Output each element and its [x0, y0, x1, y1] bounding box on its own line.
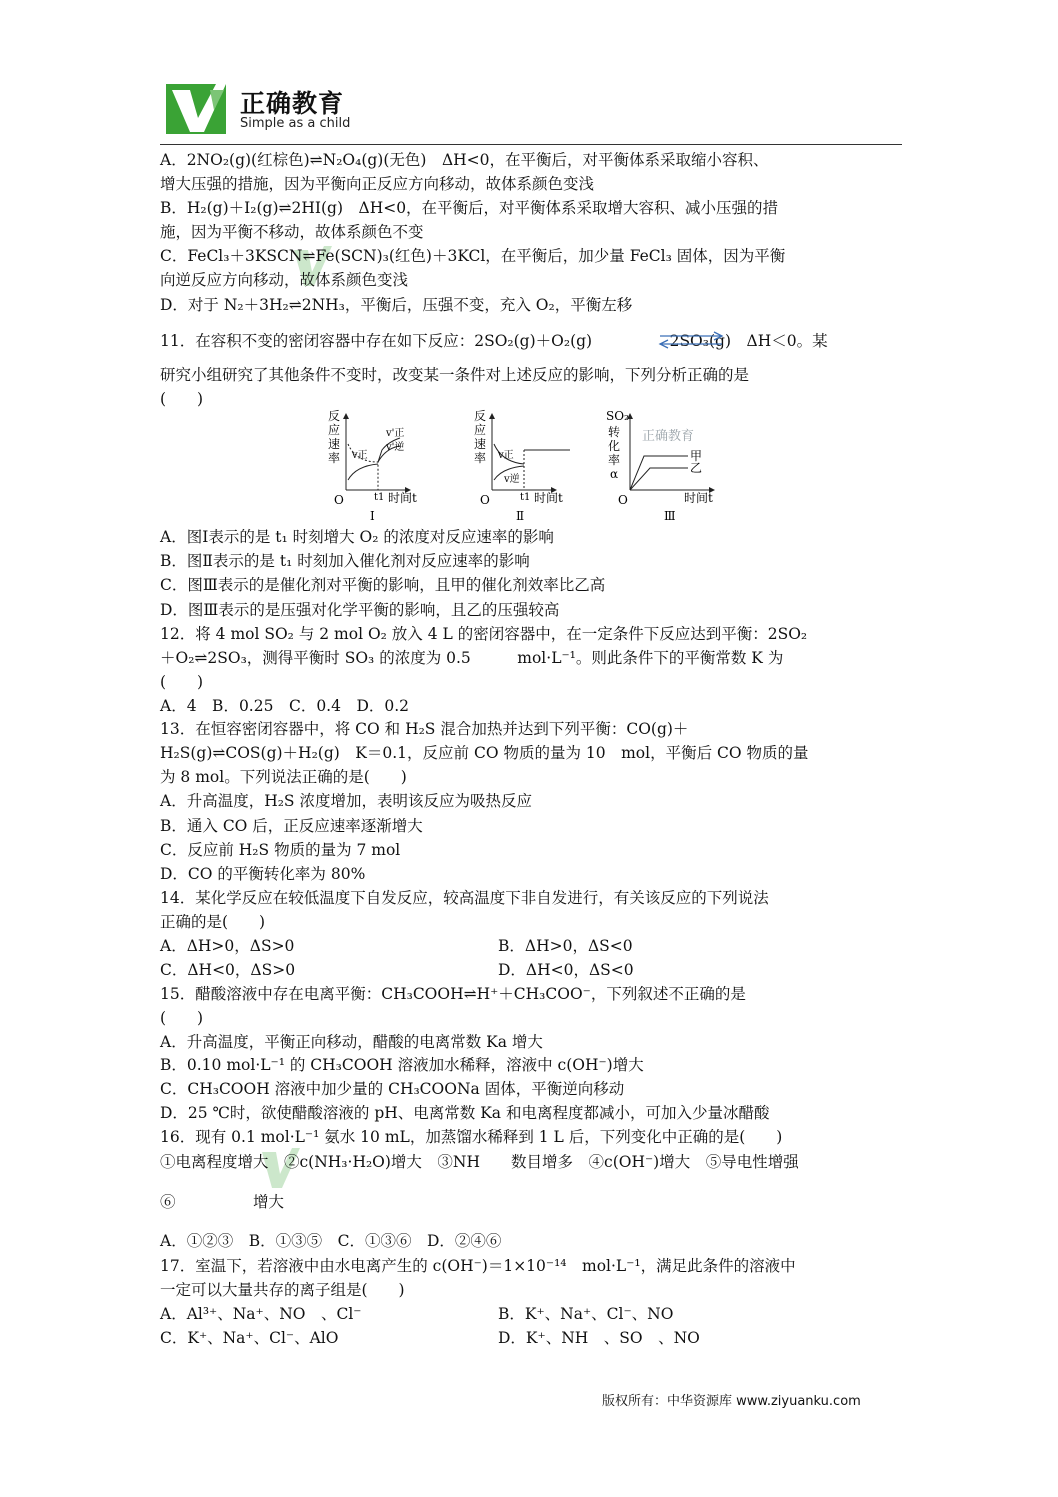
q14-option-b: B．ΔH>0，ΔS<0: [498, 937, 633, 955]
q13-stem-cont: H₂S(g)⇌COS(g)＋H₂(g) K＝0.1，反应前 CO 物质的量为 10 mol，平衡后 CO 物质的量: [160, 744, 809, 762]
graph-2-ylabel-2: 应: [474, 423, 487, 437]
logo-slogan: Simple as a child: [240, 116, 351, 131]
q11-stem-cont: 研究小组研究了其他条件不变时，改变某一条件对上述反应的影响，下列分析正确的是: [160, 366, 750, 384]
graph-1-label-vrev2: v'逆: [386, 442, 405, 453]
q13-stem: 13．在恒容密闭容器中，将 CO 和 H₂S 混合加热并达到下列平衡：CO(g)＋: [160, 720, 689, 738]
graph-3: [606, 409, 714, 522]
q15-option-a: A．升高温度，平衡正向移动，醋酸的电离常数 Ka 增大: [160, 1033, 543, 1051]
q13-option-d: D．CO 的平衡转化率为 80%: [160, 865, 366, 883]
q10-option-c: C．FeCl₃＋3KSCN⇌Fe(SCN)₃(红色)＋3KCl，在平衡后，加少量 FeCl₃ 固体，因为平衡: [160, 247, 786, 265]
graph-2-label-vrev: v逆: [504, 474, 520, 485]
q17-option-d: D．K⁺、NH 、SO 、NO: [498, 1329, 700, 1347]
q17-option-b: B．K⁺、Na⁺、Cl⁻、NO: [498, 1305, 674, 1323]
graph-3-label-jia: 甲: [690, 449, 703, 463]
graph-2-ylabel: 反: [474, 409, 487, 423]
q14-option-a: A．ΔH>0，ΔS>0: [160, 937, 295, 955]
header-rule: [160, 144, 902, 145]
q15-option-d: D．25 ℃时，欲使醋酸溶液的 pH、电离常数 Ka 和电离程度都减小，可加入少量冰醋酸: [160, 1104, 770, 1122]
graph-1-ylabel-2: 应: [328, 423, 341, 437]
graph-3-label-yi: 乙: [690, 461, 703, 475]
q16-stem: 16．现有 0.1 mol·L⁻¹ 氨水 10 mL，加蒸馏水稀释到 1 L 后，下列变化中正确的是( ): [160, 1128, 783, 1146]
graph-1-origin: O: [334, 493, 344, 507]
graph-1-ylabel-3: 速: [328, 437, 341, 451]
q14-option-c: C．ΔH<0，ΔS>0: [160, 961, 296, 979]
q17-stem-cont: 一定可以大量共存的离子组是( ): [160, 1281, 405, 1299]
q11-option-b: B．图Ⅱ表示的是 t₁ 时刻加入催化剂对反应速率的影响: [160, 552, 530, 570]
graph-3-curve-yi: [630, 468, 688, 490]
graph-3-ylabel-3: 化: [608, 439, 621, 453]
q14-stem: 14．某化学反应在较低温度下自发反应，较高温度下非自发进行，有关该反应的下列说法: [160, 889, 769, 907]
graph-3-ylabel-5: α: [610, 467, 619, 481]
q13-stem-cont-2: 为 8 mol。下列说法正确的是( ): [160, 768, 407, 786]
graph-1-label-vfwd: v正: [352, 450, 368, 461]
q11-stem: 11．在容积不变的密闭容器中存在如下反应：2SO₂(g)＋O₂(g) 2SO₃(g) ΔH＜0。某: [160, 332, 828, 350]
q15-option-c: C．CH₃COOH 溶液中加少量的 CH₃COONa 固体，平衡逆向移动: [160, 1080, 625, 1098]
q15-option-b: B．0.10 mol·L⁻¹ 的 CH₃COOH 溶液加水稀释，溶液中 c(OH⁻)增大: [160, 1056, 644, 1074]
q11-option-a: A．图Ⅰ表示的是 t₁ 时刻增大 O₂ 的浓度对反应速率的影响: [160, 528, 554, 546]
graph-3-ylabel: SO₂: [606, 409, 629, 423]
page-footer: 版权所有：中华资源库 www.ziyuanku.com: [602, 1394, 861, 1409]
graph-3-watermark: 正确教育: [642, 429, 695, 444]
q11-option-c: C．图Ⅲ表示的是催化剂对平衡的影响，且甲的催化剂效率比乙高: [160, 576, 606, 594]
q16-options: A．①②③ B．①③⑤ C．①③⑥ D．②④⑥: [160, 1232, 502, 1250]
graph-3-xlabel: 时间t: [684, 491, 713, 505]
graph-2-caption: Ⅱ: [516, 509, 525, 522]
graph-2-xlabel: 时间t: [534, 491, 563, 505]
q15-stem: 15．醋酸溶液中存在电离平衡：CH₃COOH⇌H⁺＋CH₃COO⁻，下列叙述不正确的是: [160, 985, 746, 1003]
graph-1: [328, 409, 417, 522]
graph-3-origin: O: [618, 493, 628, 507]
q10-option-a-cont: 增大压强的措施，因为平衡向正反应方向移动，故体系颜色变浅: [160, 175, 595, 193]
graph-1-ylabel: 反: [328, 409, 341, 423]
q16-items-cont: ⑥ 增大: [160, 1193, 285, 1211]
q14-option-d: D．ΔH<0，ΔS<0: [498, 961, 634, 979]
graph-3-ylabel-4: 率: [608, 453, 621, 467]
equilibrium-arrows-icon: [656, 330, 726, 350]
q14-stem-cont: 正确的是( ): [160, 913, 266, 931]
q11-paren: ( ): [160, 390, 204, 408]
q15-paren: ( ): [160, 1009, 204, 1027]
graph-1-xlabel: 时间t: [388, 491, 417, 505]
q10-option-b-cont: 施，因为平衡不移动，故体系颜色不变: [160, 223, 424, 241]
q13-option-a: A．升高温度，H₂S 浓度增加，表明该反应为吸热反应: [160, 792, 532, 810]
q12-options: A．4 B．0.25 C．0.4 D．0.2: [160, 697, 410, 715]
graph-1-label-vfwd2: v'正: [386, 428, 405, 439]
graph-3-curve-jia: [630, 456, 688, 490]
q11-option-d: D．图Ⅲ表示的是压强对化学平衡的影响，且乙的压强较高: [160, 601, 560, 619]
graph-2-ylabel-3: 速: [474, 437, 487, 451]
graph-1-ylabel-4: 率: [328, 451, 341, 465]
graph-1-caption: Ⅰ: [370, 509, 375, 522]
q12-stem-cont: ＋O₂⇌2SO₃，测得平衡时 SO₃ 的浓度为 0.5 mol·L⁻¹。则此条件下的平衡常数 K 为: [160, 649, 784, 667]
q17-stem: 17．室温下，若溶液中由水电离产生的 c(OH⁻)＝1×10⁻¹⁴ mol·L⁻¹，满足此条件的溶液中: [160, 1257, 796, 1275]
graph-2-label-vfwd: v正: [498, 450, 514, 461]
graph-3-caption: Ⅲ: [664, 509, 676, 522]
graph-2-t1: t1: [520, 492, 531, 503]
q10-option-c-cont: 向逆反应方向移动，故体系颜色变浅: [160, 271, 409, 289]
graph-1-curve-v-rev: [348, 464, 378, 480]
graph-3-ylabel-2: 转: [608, 425, 621, 439]
q10-option-b: B．H₂(g)＋I₂(g)⇌2HI(g) ΔH<0，在平衡后，对平衡体系采取增大容积、减小压强的措: [160, 199, 779, 217]
logo-text: 正确教育: [240, 89, 345, 118]
q12-paren: ( ): [160, 673, 204, 691]
q12-stem: 12．将 4 mol SO₂ 与 2 mol O₂ 放入 4 L 的密闭容器中，在一定条件下反应达到平衡：2SO₂: [160, 625, 808, 643]
graph-2-ylabel-4: 率: [474, 451, 487, 465]
q11-graphs: [320, 406, 740, 522]
q16-items: ①电离程度增大 ②c(NH₃·H₂O)增大 ③NH 数目增多 ④c(OH⁻)增大 ⑤导电性增强: [160, 1153, 799, 1171]
q17-option-c: C．K⁺、Na⁺、Cl⁻、AlO: [160, 1329, 339, 1347]
q10-option-d: D．对于 N₂＋3H₂⇌2NH₃，平衡后，压强不变，充入 O₂，平衡左移: [160, 296, 633, 314]
q13-option-c: C．反应前 H₂S 物质的量为 7 mol: [160, 841, 401, 859]
graph-2: [474, 409, 570, 522]
q10-option-a: A．2NO₂(g)(红棕色)⇌N₂O₄(g)(无色) ΔH<0，在平衡后，对平衡体系采取缩小容积、: [160, 151, 769, 169]
graph-1-t1: t1: [374, 492, 385, 503]
q13-option-b: B．通入 CO 后，正反应速率逐渐增大: [160, 817, 423, 835]
graph-2-origin: O: [480, 493, 490, 507]
q17-option-a: A．Al³⁺、Na⁺、NO 、Cl⁻: [160, 1305, 362, 1323]
